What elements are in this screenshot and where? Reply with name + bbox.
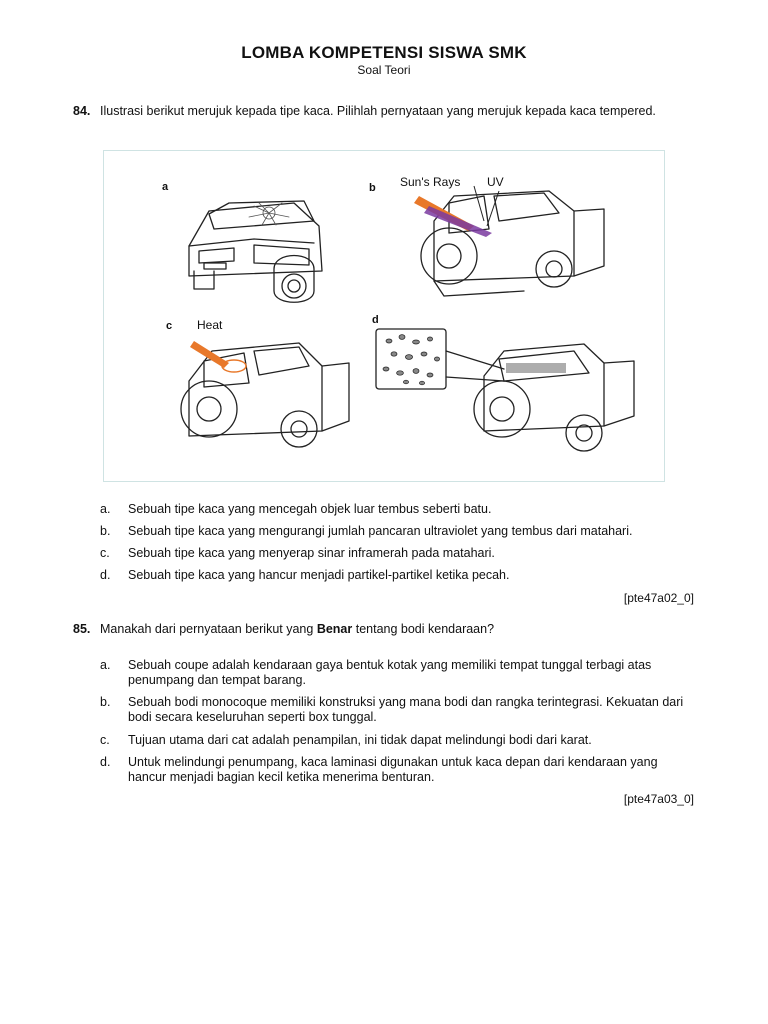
car-a-front-view <box>189 201 322 302</box>
question-84-number: 84. <box>73 104 91 118</box>
option-text: Untuk melindungi penumpang, kaca laminasi digunakan untuk kaca depan dari kendaraan yang hancur menjadi bagian kecil ketika menerima benturan. <box>128 755 658 784</box>
option-text: Sebuah coupe adalah kendaraan gaya bentuk kotak yang memiliki tempat tunggal terbagi atas penumpang dan tempat barang. <box>128 658 652 687</box>
heat-label: Heat <box>197 318 223 332</box>
option-text: Sebuah bodi monocoque memiliki konstruksi yang mana bodi dan rangka terintegrasi. Kekuatan dari bodi secara keseluruhan seperti box tunggal. <box>128 695 684 724</box>
option-letter: c. <box>100 733 110 747</box>
heat-arrow <box>190 341 246 372</box>
question-text-part: Manakah dari pernyataan berikut yang <box>100 622 317 636</box>
page-title: LOMBA KOMPETENSI SISWA SMK <box>241 43 527 62</box>
glass-illustration <box>104 151 664 481</box>
option-letter: a. <box>100 658 111 672</box>
suns-rays-label: Sun's Rays <box>400 175 461 189</box>
option-text: Sebuah tipe kaca yang mencegah objek luar tembus seberti batu. <box>128 502 492 516</box>
glass-types-figure <box>103 150 665 482</box>
car-c-rear-view <box>181 343 349 447</box>
option-letter: b. <box>100 695 111 709</box>
option-letter: d. <box>100 755 111 769</box>
question-text-part: tentang bodi kendaraan? <box>352 622 495 636</box>
figure-label-d: d <box>372 314 379 326</box>
uv-label: UV <box>487 175 504 189</box>
page-subtitle: Soal Teori <box>357 63 411 77</box>
glass-particles <box>383 335 440 385</box>
figure-label-b: b <box>369 182 376 194</box>
option-text: Sebuah tipe kaca yang mengurangi jumlah pancaran ultraviolet yang tembus dari matahari. <box>128 524 633 538</box>
question-85-number: 85. <box>73 622 91 636</box>
figure-label-c: c <box>166 320 173 332</box>
option-letter: b. <box>100 524 111 538</box>
shattered-glass <box>506 363 566 373</box>
particles-callout <box>376 329 504 389</box>
option-letter: c. <box>100 546 110 560</box>
option-text: Sebuah tipe kaca yang menyerap sinar inframerah pada matahari. <box>128 546 495 560</box>
question-85-code: [pte47a03_0] <box>623 792 694 806</box>
car-b-rear-view <box>421 191 604 296</box>
figure-label-a: a <box>162 181 169 193</box>
option-letter: d. <box>100 568 111 582</box>
car-d-rear-view <box>474 344 634 451</box>
question-85-text <box>100 622 660 637</box>
crack-icon <box>249 203 289 225</box>
option-text: Tujuan utama dari cat adalah penampilan, ini tidak dapat melindungi bodi dari karat. <box>128 733 592 747</box>
question-84-code: [pte47a02_0] <box>623 591 694 605</box>
option-text: Sebuah tipe kaca yang hancur menjadi partikel-partikel ketika pecah. <box>128 568 510 582</box>
option-letter: a. <box>100 502 111 516</box>
question-84-text: Ilustrasi berikut merujuk kepada tipe kaca. Pilihlah pernyataan yang merujuk kepada kaca tempered. <box>100 104 656 118</box>
question-emphasis: Benar <box>316 622 353 636</box>
